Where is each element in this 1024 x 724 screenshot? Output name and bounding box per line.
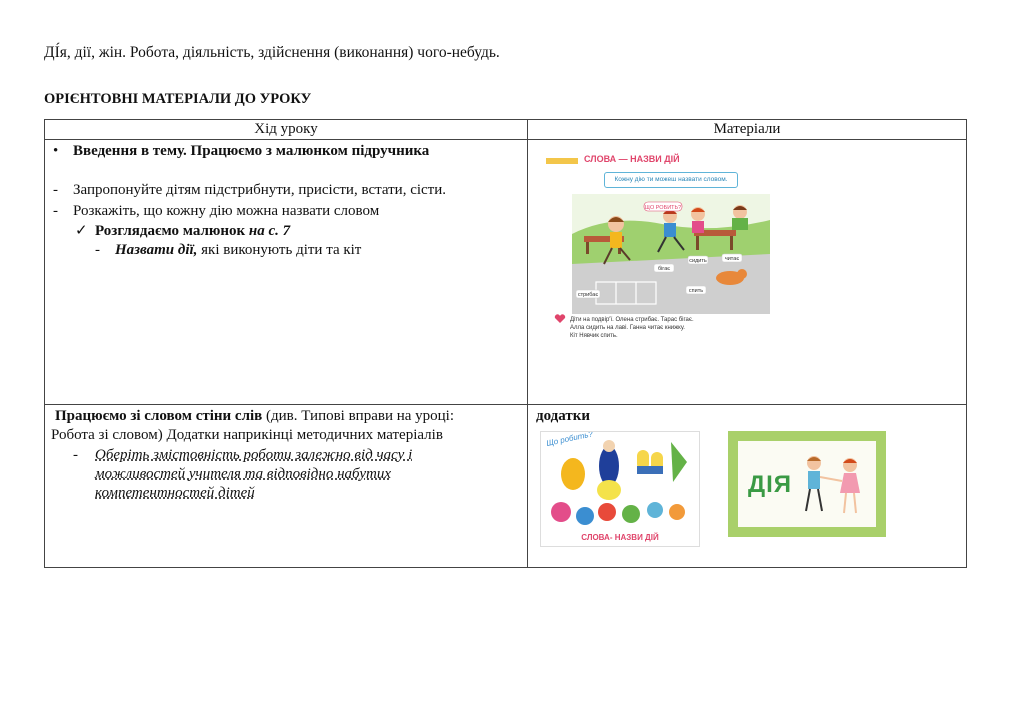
title-bar (546, 158, 578, 164)
definition-text: ДІ́я, дії, жін. Робота, діяльність, здійснення (виконання) чого-небудь. (44, 44, 500, 61)
cartoon-poster (540, 431, 700, 547)
appendix-line: Робота зі словом) Додатки наприкінці методичних матеріалів (51, 427, 443, 443)
choice-link-line-3[interactable]: компетентностей дітей (95, 485, 255, 501)
materials-label: додатки (536, 408, 591, 424)
bullet-item: • Введення в тему. Працюємо з малюнком підручника (53, 143, 430, 159)
label-spyt: спить (688, 288, 704, 294)
row1-steps-cell (45, 140, 528, 405)
poster-question: Що робить? (545, 432, 594, 448)
dash-item: - Розкажіть, що кожну дію можна назвати словом (53, 203, 380, 219)
label-strybaie: стрибає (577, 292, 599, 298)
illustration-prompt: Кожну дію ти можеш назвати словом. (604, 172, 738, 188)
check-item: ✓ Розглядаємо малюнок на с. 7 (75, 221, 291, 239)
cartoon-characters-image (541, 432, 699, 546)
illustration-caption: Діти на подвір'ї. Олена стрибає. Тарас бігає. Алла сидить на лаві. Ганна читає книжку. Кіт Нявчик спить. (570, 317, 694, 339)
checkmark-icon: ✓ (75, 221, 88, 239)
header-lesson-flow: Хід уроку (45, 120, 528, 140)
illustration-title: СЛОВА — НАЗВИ ДІЙ (584, 154, 680, 164)
choice-link-line-1[interactable]: Оберіть змістовність роботи залежно від часу і (95, 447, 413, 463)
header-materials: Матеріали (528, 120, 967, 140)
poster-footer: СЛОВА- НАЗВИ ДІЙ (581, 533, 659, 542)
label-bihaie: бігає (657, 266, 671, 272)
bullet-title: Введення в тему. Працюємо з малюнком підручника (73, 143, 430, 159)
heart-icon (554, 314, 566, 324)
playground-scene (572, 194, 770, 314)
row2-materials-cell (528, 405, 967, 568)
section-heading: ОРІЄНТОВНІ МАТЕРІАЛИ ДО УРОКУ (44, 91, 312, 107)
label-sidyt: сидить (689, 258, 707, 264)
word-wall-line: Працюємо зі словом стіни слів (див. Типові вправи на уроці: (55, 408, 455, 424)
word-card-text: ДІЯ (748, 471, 793, 498)
bubble-question: ЩО РОБИТЬ? (644, 205, 682, 211)
word-card-dia (728, 431, 886, 537)
choice-link-line-2[interactable]: можливостей учителя та відповідно набутих (95, 466, 392, 482)
sub-dash-item: - Назвати дії, які виконують діти та кіт (95, 242, 362, 258)
textbook-illustration (546, 154, 776, 344)
row1-materials-cell (528, 140, 967, 405)
children-holding-hands-image (794, 451, 874, 521)
lesson-table (44, 119, 967, 568)
row2-steps-cell (45, 405, 528, 568)
dash-item: - Запропонуйте дітям підстрибнути, присісти, встати, сісти. (53, 182, 447, 198)
dash-marker: - (73, 447, 78, 463)
word-card-inner (738, 441, 876, 527)
label-chytaie: читає (724, 256, 740, 262)
